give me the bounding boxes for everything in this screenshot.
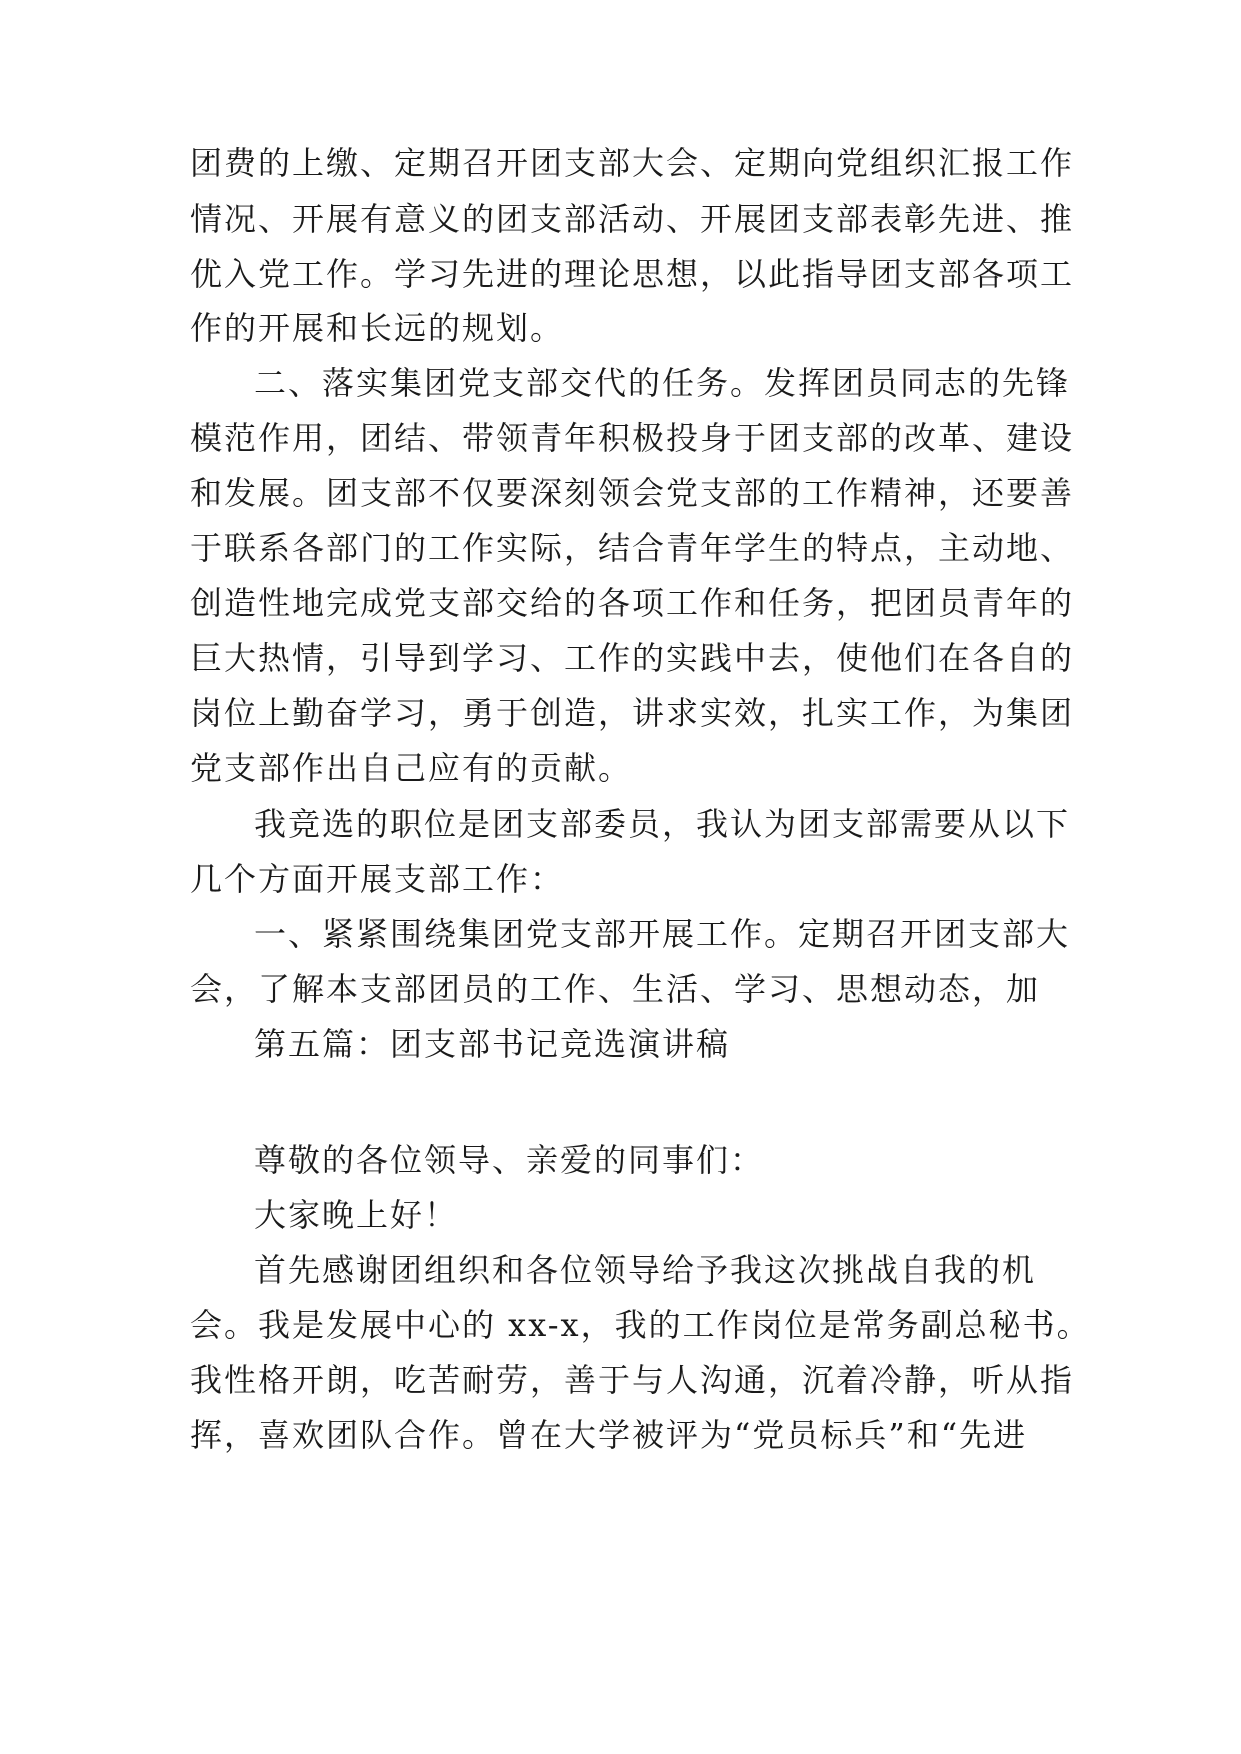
text-line: 一、紧紧围绕集团党支部开展工作。定期召开团支部大: [254, 915, 1071, 953]
text-line: 会，了解本支部团员的工作、生活、学习、思想动态，加: [190, 970, 1041, 1008]
text-line: 创造性地完成党支部交给的各项工作和任务，把团员青年的: [190, 584, 1075, 622]
text-line: 情况、开展有意义的团支部活动、开展团支部表彰先进、推: [190, 200, 1075, 238]
text-line: 会。我是发展中心的 xx-x，我的工作岗位是常务副总秘书。: [190, 1306, 1091, 1344]
text-line: 作的开展和长远的规划。: [190, 309, 565, 347]
greeting: 大家晚上好！: [254, 1196, 459, 1234]
text-line: 岗位上勤奋学习，勇于创造，讲求实效，扎实工作，为集团: [190, 694, 1075, 732]
text-line: 党支部作出自己应有的贡献。: [190, 749, 633, 787]
text-line: 首先感谢团组织和各位领导给予我这次挑战自我的机: [254, 1251, 1037, 1289]
text-line: 于联系各部门的工作实际，结合青年学生的特点，主动地、: [190, 529, 1075, 567]
text-line: 团费的上缴、定期召开团支部大会、定期向党组织汇报工作: [190, 144, 1075, 182]
section-heading: 第五篇：团支部书记竞选演讲稿: [254, 1025, 731, 1063]
text-line: 二、落实集团党支部交代的任务。发挥团员同志的先锋: [254, 364, 1071, 402]
text-line: 挥，喜欢团队合作。曾在大学被评为“党员标兵”和“先进: [190, 1416, 1028, 1454]
text-line: 和发展。团支部不仅要深刻领会党支部的工作精神，还要善: [190, 474, 1075, 512]
text-line: 模范作用，团结、带领青年积极投身于团支部的改革、建设: [190, 419, 1075, 457]
text-line: 我性格开朗，吃苦耐劳，善于与人沟通，沉着冷静，听从指: [190, 1361, 1075, 1399]
text-line: 我竞选的职位是团支部委员，我认为团支部需要从以下: [254, 805, 1071, 843]
text-line: 几个方面开展支部工作：: [190, 860, 565, 898]
text-line: 优入党工作。学习先进的理论思想，以此指导团支部各项工: [190, 255, 1075, 293]
salutation: 尊敬的各位领导、亲爱的同事们：: [254, 1141, 765, 1179]
text-line: 巨大热情，引导到学习、工作的实践中去，使他们在各自的: [190, 639, 1075, 677]
